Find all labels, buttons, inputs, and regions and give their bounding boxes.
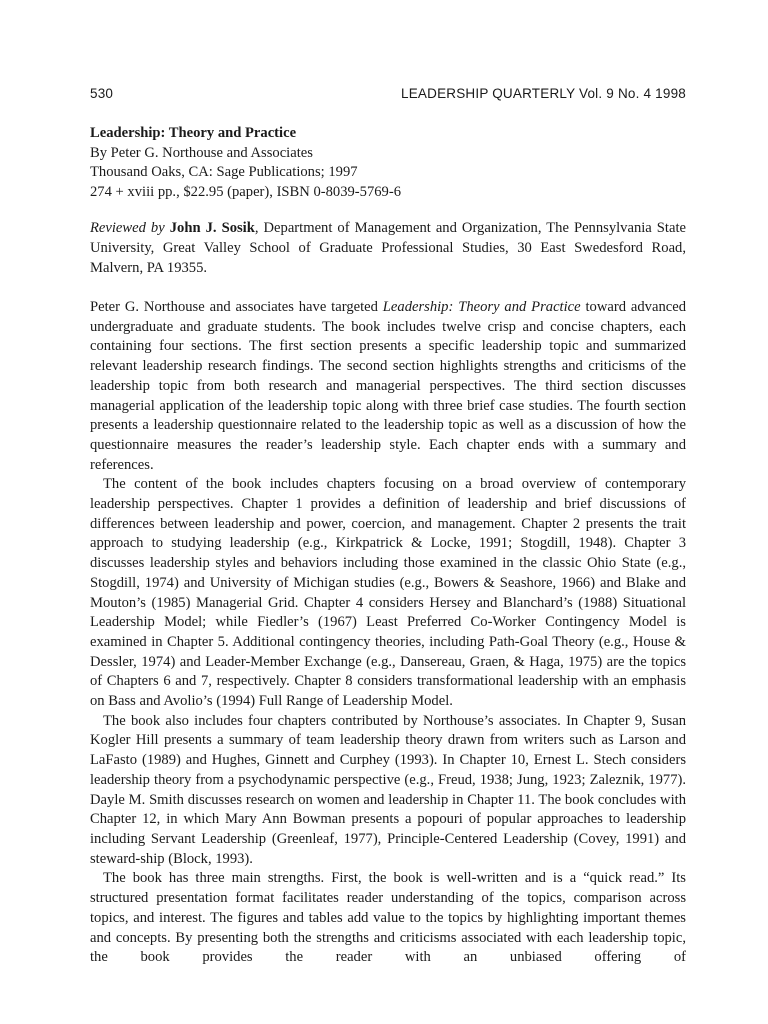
reviewer-name: John J. Sosik (169, 220, 255, 236)
journal-citation: LEADERSHIP QUARTERLY Vol. 9 No. 4 1998 (401, 86, 686, 101)
paragraph-4: The book has three main strengths. First, the book is well-written and is a “quick read.” Its structured presentation format facilitates reader understanding of the topics, comparison across topics, and interest. The figures and tables add value to the topics by highlighting important themes and concepts. By presenting both the strengths and criticisms associated with each leadership topic, the book provides the reader with an unbiased offering of (90, 870, 686, 966)
paragraph-1-rest: toward advanced undergraduate and graduate students. The book includes twelve crisp and concise chapters, each containing four sections. The first section presents a specific leadership topic and summarized relevant leadership research findings. The second section highlights strengths and criticisms of the leadership topic from both research and managerial perspectives. The third section discusses managerial application of the leadership topic along with three brief case studies. The fourth section presents a leadership questionnaire related to the leadership topic as well as a discussion of how the questionnaire measures the reader’s leadership style. Each chapter ends with a summary and references. (90, 299, 686, 473)
reviewed-by-label: Reviewed by (90, 220, 165, 236)
book-citation (90, 124, 686, 202)
paragraph-1 (90, 298, 686, 475)
book-details: 274 + xviii pp., $22.95 (paper), ISBN 0-8039-5769-6 (90, 183, 402, 200)
reviewer-affiliation: , Department of Management and Organization, The Pennsylvania State University, Great Valley School of Graduate Professional Studies, 30 East Swedesford Road, Malvern, PA 19355. (90, 220, 686, 276)
page-number: 530 (90, 86, 114, 101)
book-authors: By Peter G. Northouse and Associates (90, 144, 313, 161)
book-title: Leadership: Theory and Practice (90, 125, 297, 141)
paragraph-3: The book also includes four chapters contributed by Northouse’s associates. In Chapter 9, Susan Kogler Hill presents a summary of team leadership theory drawn from writers such as Larson and LaFasto (1989) and Hughes, Ginnett and Curphey (1993). In Chapter 10, Ernest L. Stech considers leadership theory from a psychodynamic perspective (e.g., Freud, 1938; Jung, 1923; Zaleznik, 1977). Dayle M. Smith discusses research on women and leadership in Chapter 11. The book concludes with Chapter 12, in which Mary Ann Bowman presents a popouri of popular approaches to leadership including Servant Leadership (Greenleaf, 1977), Principle-Centered Leadership (Covey, 1991) and steward-ship (Block, 1993). (90, 712, 686, 867)
paragraph-2: The content of the book includes chapters focusing on a broad overview of contemporary leadership perspectives. Chapter 1 provides a definition of leadership and brief discussions of differences between leadership and power, coercion, and management. Chapter 2 presents the trait approach to studying leadership (e.g., Kirkpatrick & Locke, 1991; Stogdill, 1948). Chapter 3 discusses leadership styles and behaviors including those examined in the classic Ohio State (e.g., Stogdill, 1974) and University of Michigan studies (e.g., Bowers & Seashore, 1966) and Blake and Mouton’s (1985) Managerial Grid. Chapter 4 considers Hersey and Blanchard’s (1988) Situational Leadership Model; while Fiedler’s (1967) Least Preferred Co-Worker Contingency Model is examined in Chapter 5. Additional contingency theories, including Path-Goal Theory (e.g., House & Dessler, 1974) and Leader-Member Exchange (e.g., Dansereau, Graen, & Haga, 1975) are the topics of Chapters 6 and 7, respectively. Chapter 8 considers transformational leadership with an emphasis on Bass and Avolio’s (1994) Full Range of Leadership Model. (90, 476, 686, 710)
paragraph-1-book-title: Leadership: Theory and Practice (382, 299, 581, 315)
paragraph-1-start: Peter G. Northouse and associates have targeted (90, 299, 383, 315)
reviewer-info (90, 218, 686, 278)
book-publisher: Thousand Oaks, CA: Sage Publications; 1997 (90, 164, 358, 181)
review-body (90, 298, 686, 968)
